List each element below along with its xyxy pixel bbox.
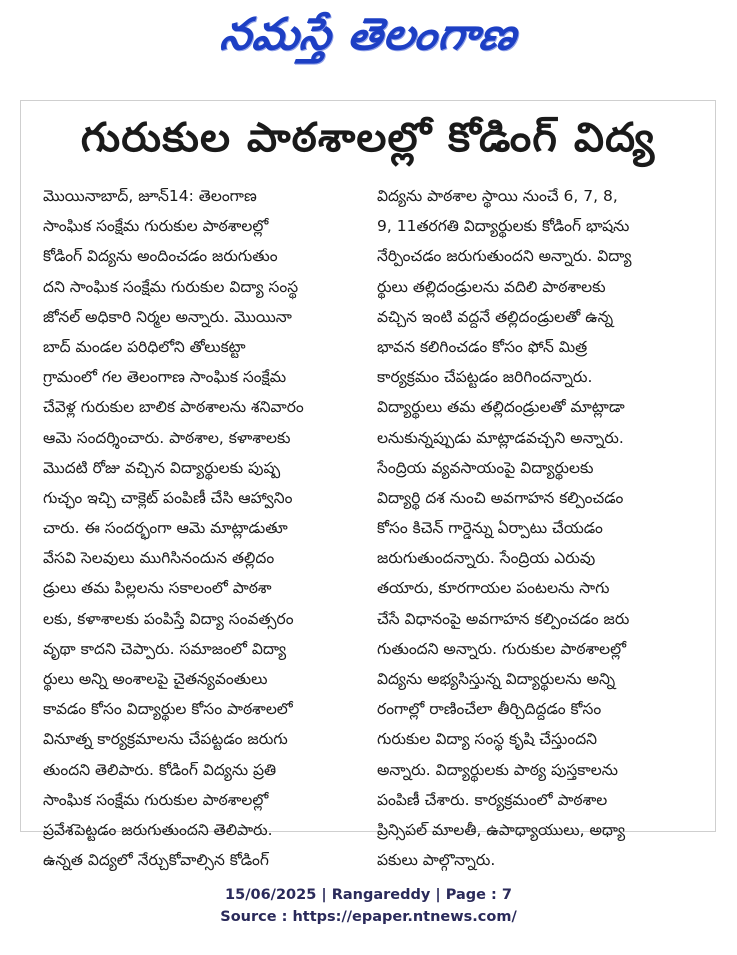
article-text-line: 9, 11తరగతి విద్యార్థులకు కోడింగ్ భాషను [377, 217, 630, 236]
article-text-line: లనుకున్నప్పుడు మాట్లాడవచ్చని అన్నారు. [377, 428, 624, 447]
newspaper-masthead [0, 0, 737, 80]
article-body [43, 181, 695, 870]
article-text-line: వచ్చిన ఇంటి వద్దనే తల్లిదండ్రులతో ఉన్న [377, 307, 614, 326]
article-text-line: వేసవి సెలవులు ముగిసినందున తల్లిదం [43, 549, 275, 568]
article-text-line: కోసం కిచెన్ గార్డెన్ను ఏర్పాటు చేయడం [377, 519, 603, 538]
article-text-line: మొదటి రోజు వచ్చిన విద్యార్థులకు పుష్ప [43, 458, 281, 477]
article-text-line: బాద్ మండల పరిధిలోని తోలుకట్టా [43, 337, 246, 356]
article-text-line: విద్యార్థి దశ నుంచి అవగాహన కల్పించడం [377, 488, 624, 507]
article-text-line: జోనల్ అధికారి నిర్మల అన్నారు. మొయినా [43, 307, 292, 326]
article-text-line: సేంద్రియ వ్యవసాయంపై విద్యార్థులకు [377, 458, 594, 477]
article-text-line: చేవెళ్ల గురుకుల బాలిక పాఠశాలను శనివారం [43, 398, 304, 417]
article-text-line: చారు. ఈ సందర్భంగా ఆమె మాట్లాడుతూ [43, 519, 288, 538]
article-text-line: వినూత్న కార్యక్రమాలను చేపట్టడం జరుగు [43, 730, 288, 749]
article-text-line: కార్యక్రమం చేపట్టడం జరిగిందన్నారు. [377, 368, 593, 387]
article-text-line: డ్రులు తమ పిల్లలను సకాలంలో పాఠశా [43, 579, 272, 598]
masthead-title: నమస్తే తెలంగాణ [217, 9, 521, 60]
article-text-line: వృథా కాదని చెప్పారు. సమాజంలో విద్యా [43, 639, 287, 658]
footer-date-edition-page: 15/06/2025 | Rangareddy | Page : 7 [225, 887, 512, 903]
page-footer [0, 884, 737, 928]
article-text-line: ఆమె సందర్శించారు. పాఠశాల, కళాశాలకు [43, 428, 291, 447]
article-text-line: ప్రిన్సిపల్ మాలతీ, ఉపాధ్యాయులు, అధ్యా [377, 820, 626, 839]
article-text-line: విద్యార్థులు తమ తల్లిదండ్రులతో మాట్లాడా [377, 398, 625, 417]
article-text-line: పంపిణీ చేశారు. కార్యక్రమంలో పాఠశాల [377, 790, 608, 809]
article-text-line: జరుగుతుందన్నారు. సేంద్రియ ఎరువు [377, 549, 596, 568]
article-text-line: చేసే విధానంపై అవగాహన కల్పించడం జరు [377, 609, 630, 628]
article-text-line: తుందని తెలిపారు. కోడింగ్ విద్యను ప్రతి [43, 760, 277, 779]
article-text-line: ర్థులు అన్ని అంశాలపై చైతన్యవంతులు [43, 670, 268, 688]
article-text-line: దని సాంఘిక సంక్షేమ గురుకుల విద్యా సంస్థ [43, 277, 299, 296]
article-text-line: గుతుందని అన్నారు. గురుకుల పాఠశాలల్లో [377, 639, 627, 658]
article-text-line: ర్థులు తల్లిదండ్రులను వదిలి పాఠశాలకు [377, 277, 606, 296]
article-text-line: నేర్పించడం జరుగుతుందని అన్నారు. విద్యా [377, 247, 632, 266]
article-text-line: అన్నారు. విద్యార్థులకు పాఠ్య పుస్తకాలను [377, 760, 618, 779]
article-text-line: పకులు పాల్గొన్నారు. [377, 851, 496, 870]
article-text-line: తయారు, కూరగాయల పంటలను సాగు [377, 579, 610, 598]
article-text-line: మొయినాబాద్, జూన్14: తెలంగాణ [43, 187, 257, 205]
article-text-line: గ్రామంలో గల తెలంగాణ సాంఘిక సంక్షేమ [43, 368, 287, 387]
article-text-line: గురుకుల విద్యా సంస్థ కృషి చేస్తుందని [377, 730, 598, 749]
article-text-line: సాంఘిక సంక్షేమ గురుకుల పాఠశాలల్లో [43, 217, 269, 236]
article-clipping [20, 100, 716, 870]
article-text-line: సాంఘిక సంక్షేమ గురుకుల పాఠశాలల్లో [43, 790, 269, 809]
article-column-right [377, 181, 695, 875]
article-text-line: లకు, కళాశాలకు పంపిస్తే విద్యా సంవత్సరం [43, 609, 294, 628]
footer-source: Source : https://epaper.ntnews.com/ [220, 909, 517, 925]
article-text-line: కోడింగ్ విద్యను అందించడం జరుగుతుం [43, 247, 278, 266]
article-text-line: ప్రవేశపెట్టడం జరుగుతుందని తెలిపారు. [43, 820, 273, 839]
article-text-line: విద్యను అభ్యసిస్తున్న విద్యార్థులను అన్ని [377, 670, 616, 688]
article-text-line: విద్యను పాఠశాల స్థాయి నుంచే 6, 7, 8, [377, 187, 618, 205]
article-text-line: కావడం కోసం విద్యార్థుల కోసం పాఠశాలలో [43, 700, 293, 719]
article-text-line: భావన కలిగించడం కోసం ఫోన్ మిత్ర [377, 337, 588, 356]
article-column-left [43, 181, 361, 875]
article-text-line: గుచ్ఛం ఇచ్చి చాక్లెట్ పంపిణీ చేసి ఆహ్వానిం [43, 488, 293, 507]
article-text-line: ఉన్నత విద్యలో నేర్చుకోవాల్సిన కోడింగ్ [43, 851, 269, 870]
article-headline: గురుకుల పాఠశాలల్లో కోడింగ్ విద్య [80, 115, 656, 161]
article-text-line: రంగాల్లో రాణించేలా తీర్చిదిద్దడం కోసం [377, 700, 602, 719]
